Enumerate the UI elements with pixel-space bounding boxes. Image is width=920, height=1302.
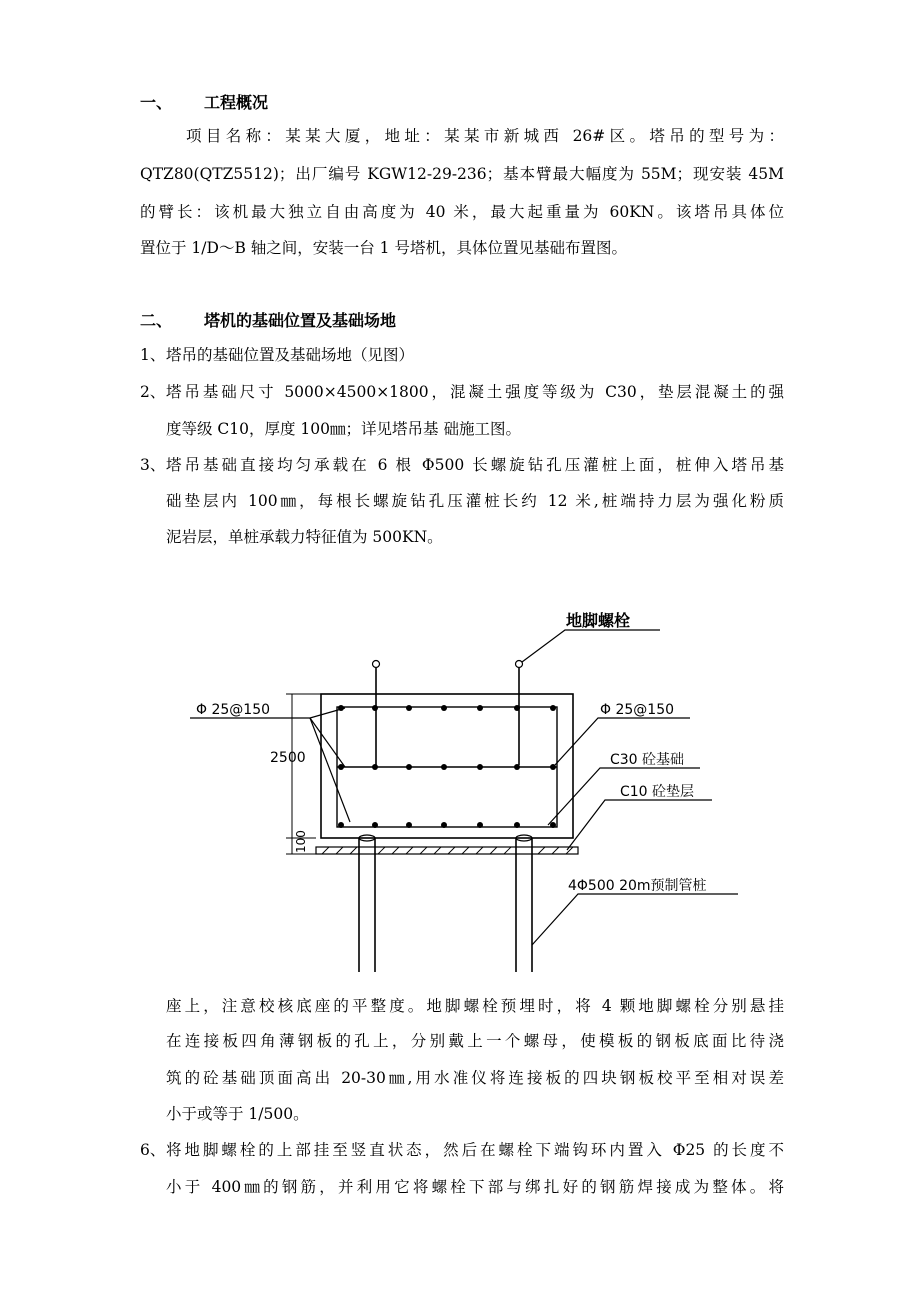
cont-line-2: 在连接板四角薄钢板的孔上，分别戴上一个螺母，使模板的钢板底面比待浇 <box>166 1032 784 1050</box>
item2-line-1: 塔吊基础尺寸 5000×4500×1800，混凝土强度等级为 C30，垫层混凝土的强 <box>166 383 784 401</box>
item3-number: 3、 <box>140 456 166 474</box>
item6-line-1: 将地脚螺栓的上部挂至竖直状态，然后在螺栓下端钩环内置入 Φ25 的长度不 <box>166 1141 784 1159</box>
item2-number: 2、 <box>140 383 166 401</box>
item6-line-2: 小于 400㎜的钢筋，并利用它将螺栓下部与绑扎好的钢筋焊接成为整体。将 <box>166 1178 784 1196</box>
item1-line-1: 塔吊的基础位置及基础场地（见图） <box>166 346 415 364</box>
foundation-drawing <box>0 600 920 985</box>
bolt-right-head <box>516 661 523 668</box>
label-c30: C30 砼基础 <box>610 752 685 768</box>
cont-line-1: 座上，注意校核底座的平整度。地脚螺栓预埋时，将 4 颗地脚螺栓分别悬挂 <box>166 997 784 1015</box>
label-anchor-bolt: 地脚螺栓 <box>566 611 631 630</box>
dim-2500: 2500 <box>270 750 306 766</box>
item6-number: 6、 <box>140 1141 166 1159</box>
section1-number: 一、 <box>140 93 173 112</box>
section1-line-3: 的臂长：该机最大独立自由高度为 40 米，最大起重量为 60KN。该塔吊具体位 <box>140 203 784 221</box>
leader-rebar-left-c <box>310 718 350 822</box>
section1-line-4: 置位于 1/D～B 轴之间，安装一台 1 号塔机，具体位置见基础布置图。 <box>140 239 627 257</box>
cont-line-3: 筑的砼基础顶面高出 20-30㎜,用水准仪将连接板的四块钢板校平至相对误差 <box>166 1069 784 1087</box>
leader-c10 <box>567 800 712 850</box>
leader-pile <box>532 894 738 945</box>
item1-number: 1、 <box>140 346 166 364</box>
section1-line-1: 项目名称：某某大厦，地址：某某市新城西 26#区。塔吊的型号为： <box>186 127 784 145</box>
label-rebar-left: Φ 25@150 <box>196 702 271 718</box>
item3-line-3: 泥岩层，单桩承载力特征值为 500KN。 <box>166 528 443 546</box>
leader-rebar-left-b <box>310 718 345 767</box>
cont-line-4: 小于或等于 1/500。 <box>166 1105 309 1123</box>
label-pile: 4Φ500 20m预制管桩 <box>568 878 707 894</box>
section2-number: 二、 <box>140 311 173 330</box>
item3-line-1: 塔吊基础直接均匀承载在 6 根 Φ500 长螺旋钻孔压灌桩上面，桩伸入塔吊基 <box>166 456 784 474</box>
label-c10: C10 砼垫层 <box>620 784 695 800</box>
item2-line-2: 度等级 C10，厚度 100㎜；详见塔吊基 础施工图。 <box>166 420 521 438</box>
dim-100: 100 <box>294 830 308 853</box>
item3-line-2: 础垫层内 100㎜，每根长螺旋钻孔压灌桩长约 12 米,桩端持力层为强化粉质 <box>166 492 784 510</box>
leader-bolt <box>522 630 660 662</box>
label-rebar-right: Φ 25@150 <box>600 702 675 718</box>
section2-title: 塔机的基础位置及基础场地 <box>204 311 397 330</box>
foundation-outline <box>321 694 573 838</box>
section1-line-2: QTZ80(QTZ5512)；出厂编号 KGW12-29-236；基本臂最大幅度为 55M；现安装 45M <box>140 165 784 183</box>
section1-title: 工程概况 <box>204 93 269 112</box>
bolt-left-head <box>373 661 380 668</box>
